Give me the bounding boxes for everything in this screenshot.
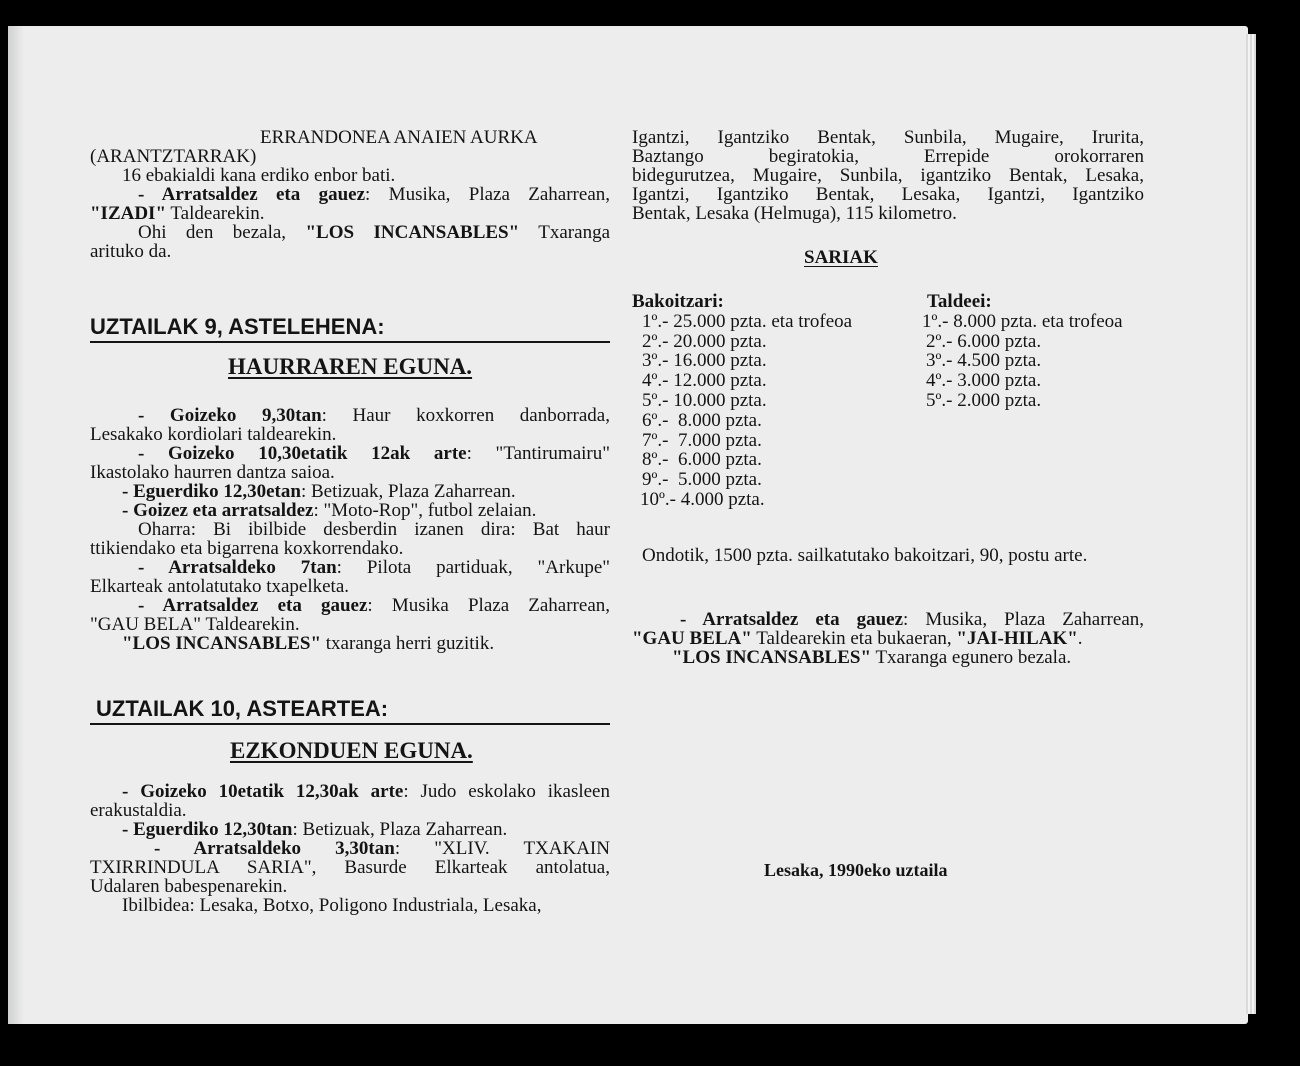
intro-text-5: Taldearekin.	[166, 203, 265, 224]
day9-note: Oharra: Bi ibilbide desberdin izanen dira: Bat haur	[138, 519, 610, 540]
document-page	[8, 26, 1248, 1024]
event-text: : Musika Plaza Zaharrean,	[367, 595, 611, 616]
event-time: - Eguerdiko 12,30tan	[122, 819, 293, 840]
day9-note-cont: ttikiendako eta bigarrena koxkorrendako.	[90, 538, 404, 559]
day9-event-3	[90, 482, 610, 501]
team-prize-item: 2º.- 6.000 pzta.	[926, 330, 1042, 352]
event-time: - Goizez eta arratsaldez	[122, 500, 314, 521]
day10-event-3	[90, 839, 610, 858]
day9-event-2-cont: Ikastolako haurren dantza saioa.	[90, 462, 335, 483]
gau-bela-label: "GAU BELA"	[632, 628, 752, 649]
day10-heading-block	[90, 696, 610, 725]
event-time: - Goizeko 10,30etatik 12ak arte	[138, 443, 467, 464]
day10-event-3-cont2: Udalaren babespenarekin.	[90, 876, 288, 897]
day9-subtitle: HAURRAREN EGUNA.	[228, 354, 473, 379]
event-text: : Haur koxkorren danborrada,	[321, 405, 610, 426]
page-edges	[1246, 34, 1256, 1014]
event-text: : "XLIV. TXAKAIN	[394, 838, 610, 859]
event-time: - Arratsaldez eta gauez	[680, 609, 904, 630]
prize-item: 1º.- 25.000 pzta. eta trofeoa	[642, 310, 853, 332]
event-text: Txaranga egunero bezala.	[871, 647, 1072, 668]
day9-event-6-cont: Elkarteak antolatutako txapelketa.	[90, 576, 350, 597]
day10-route: Ibilbidea: Lesaka, Botxo, Poligono Industriala, Lesaka,	[122, 895, 542, 916]
route-line-5: Bentak, Lesaka (Helmuga), 115 kilometro.	[632, 203, 957, 224]
evening-line-2	[632, 629, 1144, 648]
team-prize-item: 1º.- 8.000 pzta. eta trofeoa	[922, 310, 1123, 332]
team-prize-item: 5º.- 2.000 pzta.	[926, 389, 1042, 411]
day9-event-6	[90, 558, 610, 577]
team-prizes	[922, 292, 1152, 411]
jai-hilak-label: "JAI-HILAK"	[956, 628, 1078, 649]
prize-item: 8º.- 6.000 pzta.	[642, 449, 762, 471]
day9-events	[90, 406, 610, 653]
event-time: - Arratsaldeko 3,30tan	[154, 838, 395, 859]
event-text: : Musika, Plaza Zaharrean,	[903, 609, 1145, 630]
day10-event-2	[90, 820, 610, 839]
intro-line-6	[90, 223, 610, 242]
intro-line-5	[90, 204, 610, 223]
day9-event-2	[90, 444, 610, 463]
event-text: : Pilota partiduak, "Arkupe"	[336, 557, 611, 578]
event-text: : "Moto-Rop", futbol zelaian.	[313, 500, 537, 521]
day9-event-1	[90, 406, 610, 425]
event-text: : Betizuak, Plaza Zaharrean.	[300, 481, 516, 502]
individual-header: Bakoitzari:	[632, 291, 724, 312]
event-time: - Arratsaldeko 7tan	[138, 557, 337, 578]
sariak-block	[632, 248, 1144, 267]
day10-event-1	[90, 782, 610, 801]
day9-event-4	[90, 501, 610, 520]
intro-text-6a: Ohi den bezala,	[138, 222, 306, 243]
route-line-1: Igantzi, Igantziko Bentak, Sunbila, Mugaire, Irurita,	[632, 127, 1144, 148]
incansables-label: "LOS INCANSABLES"	[305, 222, 520, 243]
teams-header: Taldeei:	[927, 291, 992, 312]
day9-event-7	[90, 596, 610, 615]
intro-block	[90, 128, 610, 261]
intro-line-3: 16 ebakialdi kana erdiko enbor bati.	[122, 165, 396, 186]
day10-heading: UZTAILAK 10, ASTEARTEA:	[90, 696, 610, 725]
evening-line-3	[632, 648, 1144, 667]
intro-line-4	[90, 185, 610, 204]
intro-time: - Arratsaldez eta gauez	[138, 184, 366, 205]
ondotik-text: Ondotik, 1500 pzta. sailkatutako bakoitzari, 90, postu arte.	[642, 545, 1088, 566]
event-text: : Judo eskolako ikasleen	[403, 781, 610, 802]
day9-event-1-cont: Lesakako kordiolari taldearekin.	[90, 424, 337, 445]
event-text: Taldearekin eta bukaeran,	[751, 628, 957, 649]
event-time: - Goizeko 10etatik 12,30ak arte	[122, 781, 404, 802]
day9-subtitle-block	[90, 354, 610, 380]
day9-heading-block	[90, 314, 610, 343]
intro-line-1: ERRANDONEA ANAIEN AURKA	[260, 127, 538, 148]
day10-event-3-cont: TXIRRINDULA SARIA", Basurde Elkarteak antolatua,	[90, 857, 610, 878]
day10-subtitle: EZKONDUEN EGUNA.	[230, 738, 473, 763]
day9-event-7-cont: "GAU BELA" Taldearekin.	[90, 614, 300, 635]
evening-block	[632, 610, 1144, 667]
incansables-label: "LOS INCANSABLES"	[122, 633, 322, 654]
day9-event-8	[90, 634, 610, 653]
intro-line-2: (ARANTZTARRAK)	[90, 146, 257, 167]
team-prize-item: 4º.- 3.000 pzta.	[926, 370, 1042, 392]
prize-item: 6º.- 8.000 pzta.	[642, 409, 762, 431]
event-time: - Eguerdiko 12,30etan	[122, 481, 301, 502]
prize-item: 7º.- 7.000 pzta.	[642, 429, 762, 451]
individual-prizes	[632, 292, 912, 510]
prize-item: 4º.- 12.000 pzta.	[642, 370, 767, 392]
route-line-4: Igantzi, Igantziko Bentak, Lesaka, Igantzi, Igantziko	[632, 184, 1144, 205]
event-text: : "Tantirumairu"	[466, 443, 610, 464]
intro-text-6c: Txaranga	[519, 222, 611, 243]
prize-item: 2º.- 20.000 pzta.	[642, 330, 767, 352]
day10-event-1-cont: erakustaldia.	[90, 800, 187, 821]
day9-heading: UZTAILAK 9, ASTELEHENA:	[90, 314, 610, 343]
evening-line-1	[632, 610, 1144, 629]
event-time: - Arratsaldez eta gauez	[138, 595, 368, 616]
route-line-2: Baztango begiratokia, Errepide orokorraren	[632, 146, 1144, 167]
route-line-3: bidegurutzea, Mugaire, Sunbila, igantziko Bentak, Lesaka,	[632, 165, 1144, 186]
event-text: .	[1077, 628, 1083, 649]
event-text: : Betizuak, Plaza Zaharrean.	[292, 819, 508, 840]
team-prize-item: 3º.- 4.500 pzta.	[926, 350, 1042, 372]
sariak-title: SARIAK	[804, 247, 878, 268]
incansables-label: "LOS INCANSABLES"	[672, 647, 872, 668]
prize-item: 3º.- 16.000 pzta.	[642, 350, 767, 372]
place-date: Lesaka, 1990eko uztaila	[764, 860, 948, 880]
event-time: - Goizeko 9,30tan	[138, 405, 322, 426]
prize-item: 9º.- 5.000 pzta.	[642, 469, 762, 491]
intro-line-7: arituko da.	[90, 241, 172, 262]
intro-text: : Musika, Plaza Zaharrean,	[365, 184, 611, 205]
spine-shadow	[8, 26, 24, 1024]
prize-item: 10º.- 4.000 pzta.	[640, 488, 765, 510]
izadi-label: "IZADI"	[90, 203, 166, 224]
day10-subtitle-block	[90, 738, 610, 764]
prize-item: 5º.- 10.000 pzta.	[642, 389, 767, 411]
event-text: txaranga herri guzitik.	[321, 633, 495, 654]
ondotik-block	[642, 546, 1154, 565]
route-block	[632, 128, 1144, 223]
day10-events	[90, 782, 610, 915]
